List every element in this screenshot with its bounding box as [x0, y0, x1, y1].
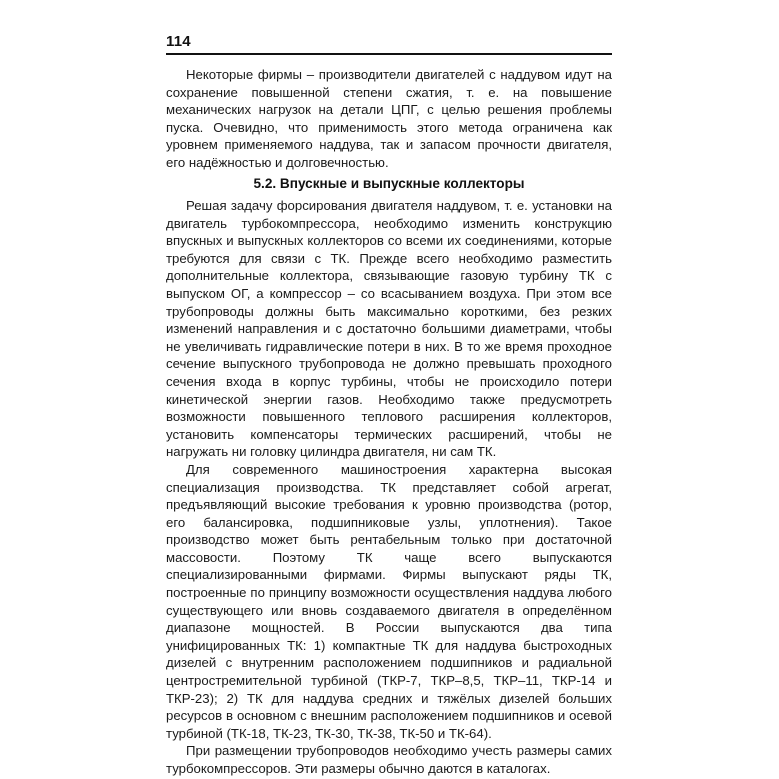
page-number: 114	[166, 33, 191, 50]
intro-text	[166, 66, 612, 172]
section-heading: 5.2. Впускные и выпускные коллекторы	[253, 176, 525, 191]
section-paragraph-3: При размещении трубопроводов необходимо учесть размеры самих турбокомпрессоров. Эти размеры обычно даются в каталогах.	[166, 743, 612, 776]
section-paragraph-2: Для современного машиностроения характерна высокая специализация производства. ТК представляет собой агрегат, предъявляющий высокие требования к уровню производства (ротор, его балансировка, подшипниковые узлы, уплотнения). Такое производство может быть рентабельным только при достаточной массовости. Поэтому ТК чаще всего выпускаются специализированными фирмами. Фирмы выпускают ряды ТК, построенные по принципу возможности осуществления наддува любого существующего или вновь создаваемого двигателя в определённом диапазоне мощностей. В России выпускаются два типа унифицированных ТК: 1) компактные ТК для наддува быстроходных дизелей с внутренним расположением подшипников и радиальной центростремительной турбиной (ТКР-7, ТКР–8,5, ТКР–11, ТКР-14 и ТКР-23); 2) ТК для наддува средних и тяжёлых дизелей больших ресурсов в основном с внешним расположением подшипников и осевой турбиной (ТК-18, ТК-23, ТК-30, ТК-38, ТК-50 и ТК-64).	[166, 461, 612, 741]
intro-paragraph: Некоторые фирмы – производители двигателей с наддувом идут на сохранение повышенной степени сжатия, т. е. на повышение механических нагрузок на детали ЦПГ, с целью решения проблемы пуска. Очевидно, что применимость этого метода ограничена как уровнем применяемого наддува, так и запасом прочности двигателя, его надёжностью и долговечностью.	[166, 67, 612, 170]
section-body	[166, 197, 612, 778]
section-paragraph-1: Решая задачу форсирования двигателя наддувом, т. е. установки на двигатель турбокомпрессора, необходимо изменить конструкцию впускных и выпускных коллекторов со всеми их соединениями, которые требуются для связи с ТК. Прежде всего необходимо разместить дополнительные коллектора, связывающие газовую турбину ТК с выпуском ОГ, а компрессор – со всасыванием воздуха. При этом все трубопроводы должны быть максимально короткими, без резких изменений направления и с достаточно большими диаметрами, чтобы не увеличивать гидравлические потери в них. В то же время проходное сечение выпускного трубопровода не должно превышать проходного сечения входа в корпус турбины, чтобы не происходило потери кинетической энергии газов. Необходимо также предусмотреть возможности повышенного теплового расширения коллекторов, установить компенсаторы термических расширений, чтобы не нагружать ни головку цилиндра двигателя, ни сам ТК.	[166, 198, 612, 460]
header-rule	[166, 53, 612, 55]
